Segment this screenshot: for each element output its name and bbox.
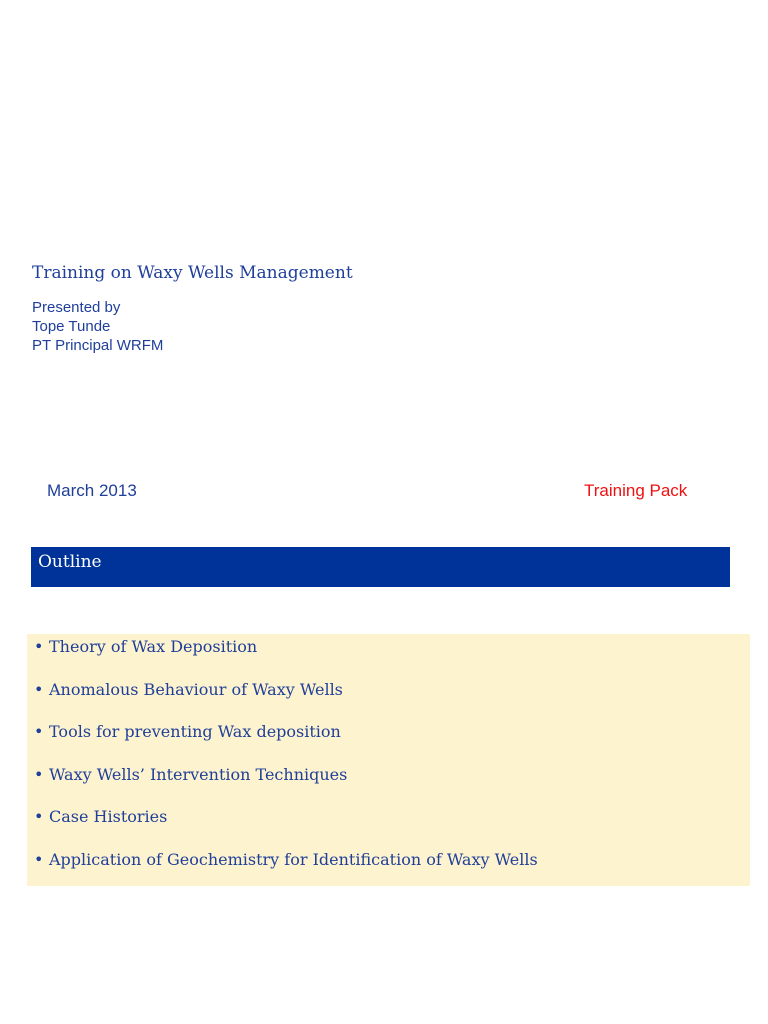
outline-item-text: Anomalous Behaviour of Waxy Wells	[49, 679, 343, 699]
presenter-block	[32, 298, 163, 355]
outline-list	[34, 637, 538, 892]
outline-box	[27, 634, 750, 886]
presenter-name: Tope Tunde	[32, 318, 111, 335]
date-label: March 2013	[47, 481, 137, 500]
outline-item	[34, 680, 538, 723]
outline-item-text: Tools for preventing Wax deposition	[49, 722, 341, 741]
outline-item-text: Theory of Wax Deposition	[49, 637, 258, 656]
outline-item	[34, 850, 538, 893]
outline-item-text: Application of Geochemistry for Identification of Waxy Wells	[49, 849, 538, 869]
bullet-icon: •	[34, 722, 44, 741]
outline-item	[34, 807, 538, 850]
presenter-role: PT Principal WRFM	[32, 337, 164, 354]
bullet-icon: •	[34, 679, 44, 699]
bullet-icon: •	[34, 637, 44, 656]
document-title: Training on Waxy Wells Management	[32, 263, 353, 283]
presented-by-label: Presented by	[32, 299, 121, 316]
outline-item	[34, 722, 538, 765]
outline-header-bar	[31, 547, 730, 587]
training-pack-label: Training Pack	[584, 481, 688, 500]
outline-item-text: Case Histories	[49, 807, 168, 826]
bullet-icon: •	[34, 764, 44, 784]
bullet-icon: •	[34, 807, 44, 826]
outline-heading: Outline	[38, 552, 102, 572]
outline-item	[34, 637, 538, 680]
outline-item	[34, 765, 538, 808]
outline-item-text: Waxy Wells’ Intervention Techniques	[49, 764, 348, 784]
bullet-icon: •	[34, 849, 44, 869]
